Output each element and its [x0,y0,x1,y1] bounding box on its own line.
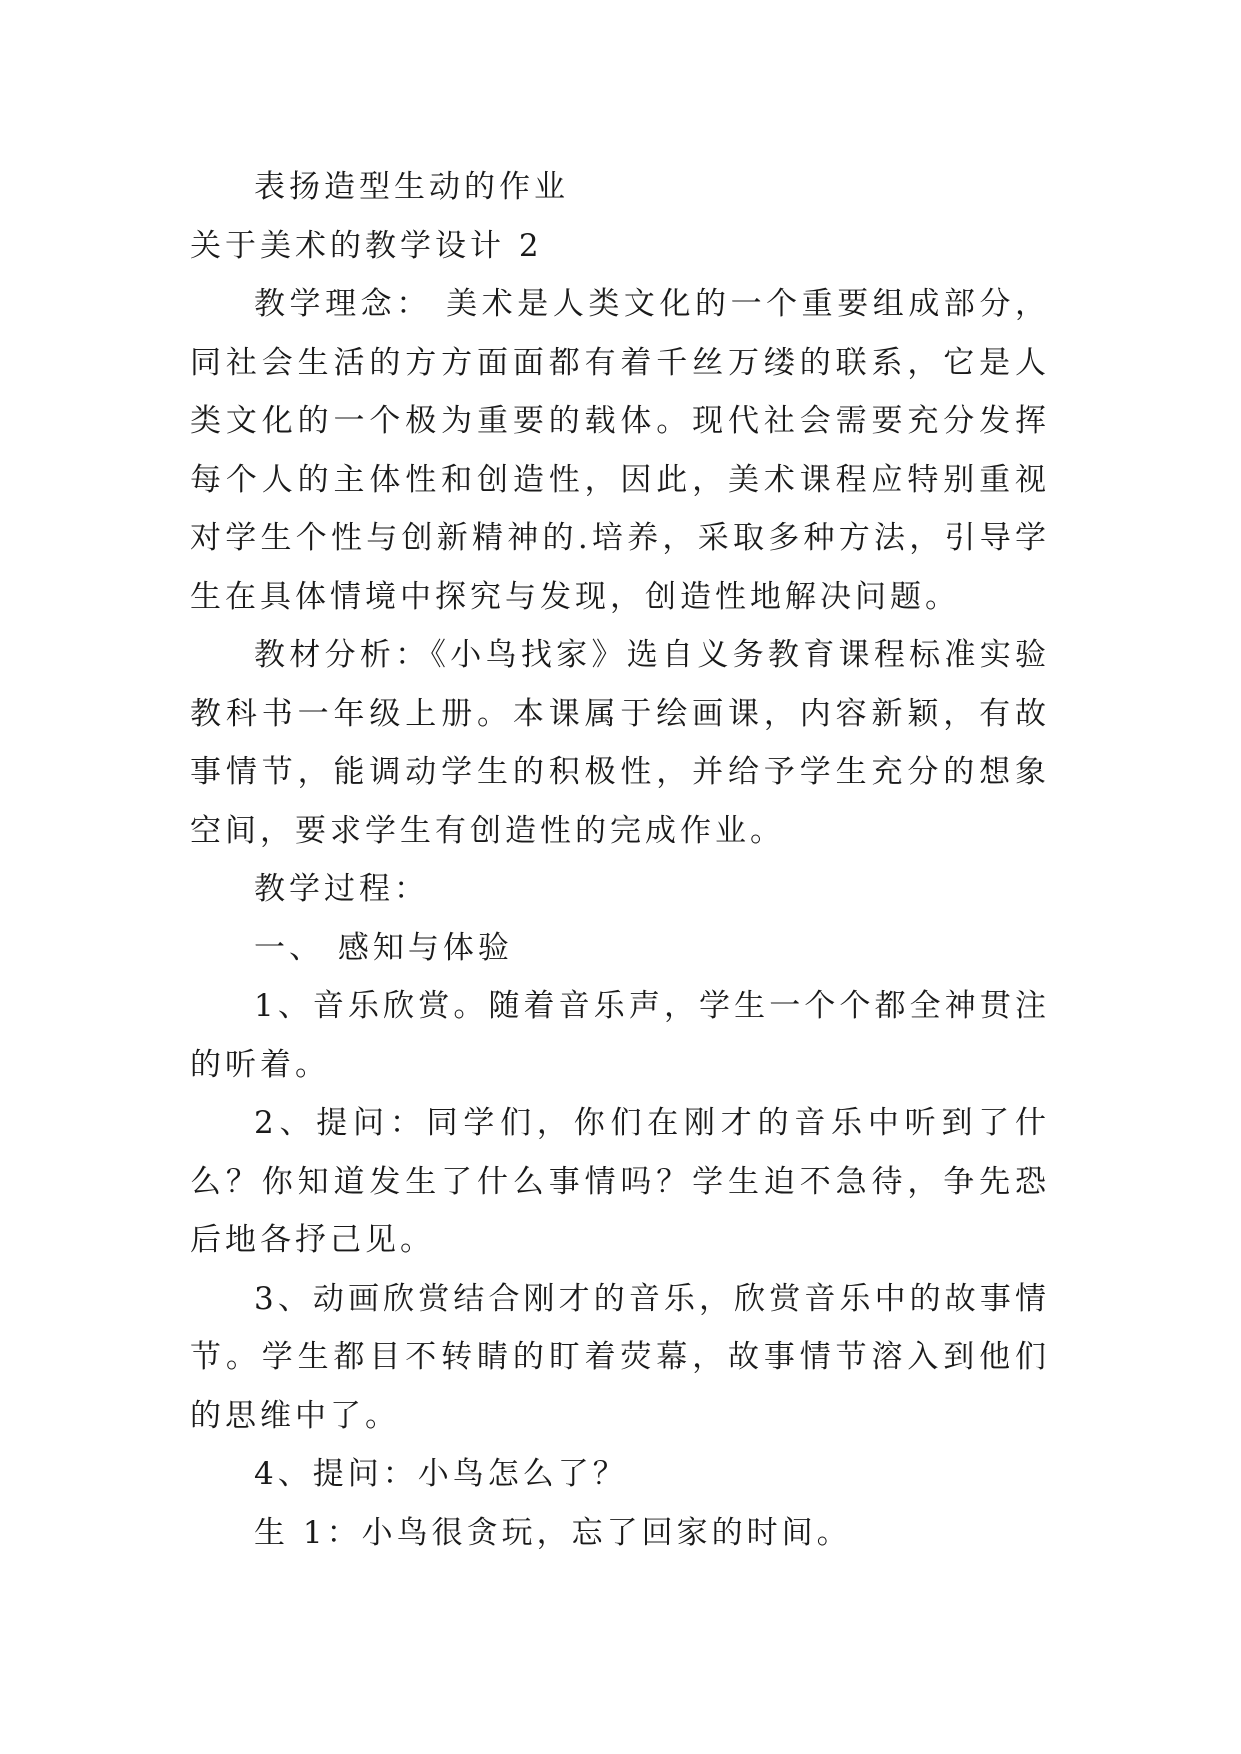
paragraph-material-analysis: 教材分析：《小鸟找家》选自义务教育课程标准实验教科书一年级上册。本课属于绘画课，内容新颖，有故事情节，能调动学生的积极性，并给予学生充分的想象空间，要求学生有创造性的完成作业。 [190,637,1050,849]
document-body [190,158,1050,1562]
paragraph-item-3: 3、动画欣赏结合刚才的音乐，欣赏音乐中的故事情节。学生都目不转睛的盯着荧幕，故事情节溶入到他们的思维中了。 [190,1280,1050,1434]
paragraph-teaching-philosophy: 教学理念： 美术是人类文化的一个重要组成部分，同社会生活的方方面面都有着千丝万缕的联系，它是人类文化的一个极为重要的载体。现代社会需要充分发挥每个人的主体性和创造性，因此，美术课程应特别重视对学生个性与创新精神的.培养，采取多种方法，引导学生在具体情境中探究与发现，创造性地解决问题。 [190,286,1050,615]
paragraph-step-one: 一、 感知与体验 [254,929,513,966]
paragraph-praise-homework: 表扬造型生动的作业 [254,169,569,205]
paragraph-teaching-process: 教学过程： [254,871,429,907]
paragraph-item-4: 4、提问：小鸟怎么了？ [254,1456,628,1492]
section-title: 关于美术的教学设计 2 [190,227,543,264]
paragraph-student-1: 生 1：小鸟很贪玩，忘了回家的时间。 [254,1514,852,1551]
paragraph-item-1: 1、音乐欣赏。随着音乐声，学生一个个都全神贯注的听着。 [190,988,1050,1083]
paragraph-item-2: 2、提问：同学们，你们在刚才的音乐中听到了什么？你知道发生了什么事情吗？学生迫不急待，争先恐后地各抒己见。 [190,1105,1050,1258]
